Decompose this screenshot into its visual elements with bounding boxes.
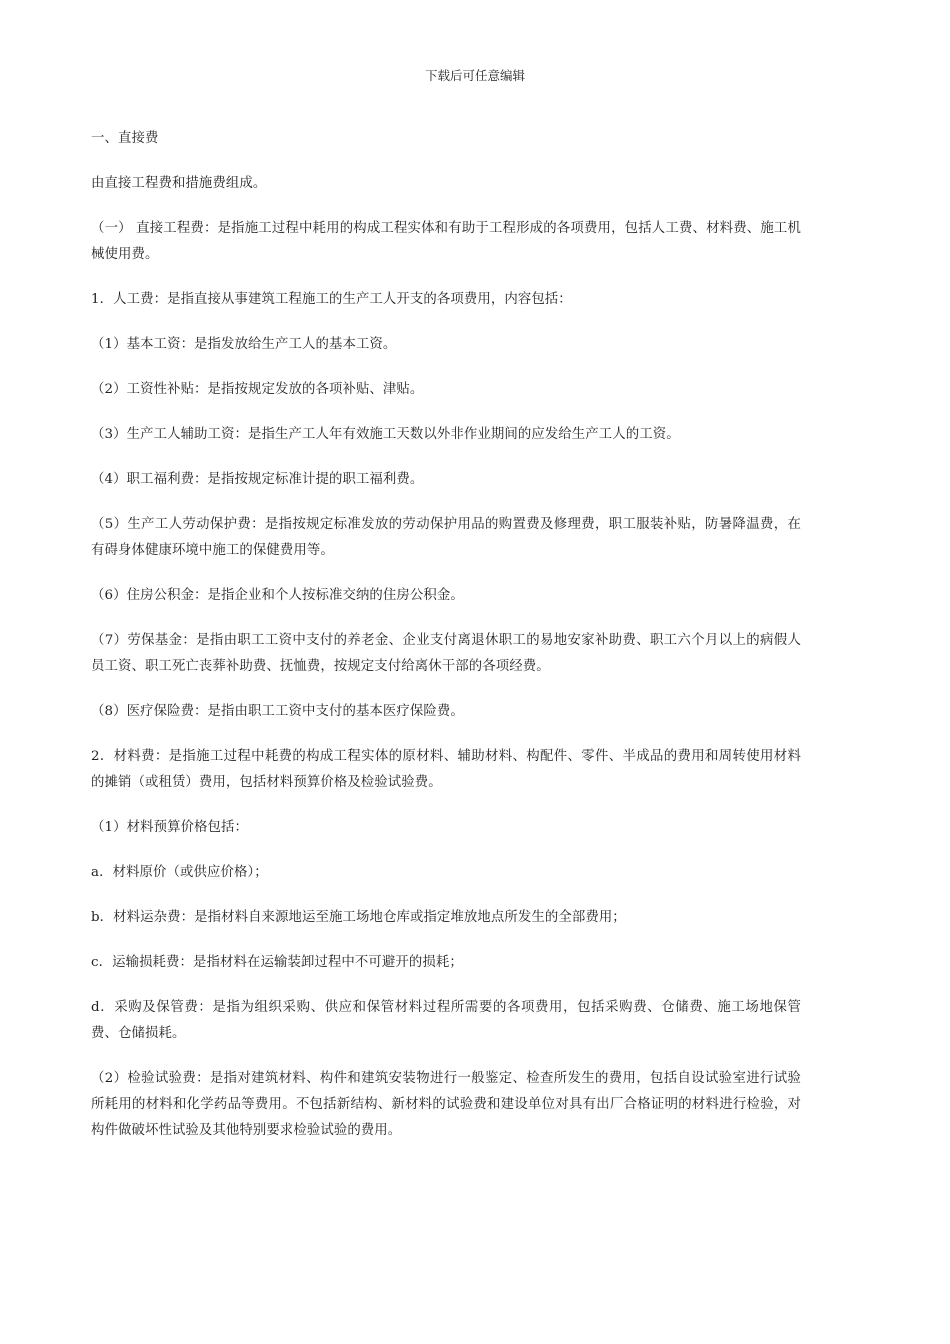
list-item-procurement-storage: d．采购及保管费：是指为组织采购、供应和保管材料过程所需要的各项费用，包括采购费、仓储费、施工场地保管费、仓储损耗。 (91, 1000, 801, 1041)
list-item-wage-subsidy: （2）工资性补贴：是指按规定发放的各项补贴、津贴。 (91, 382, 424, 397)
list-item-auxiliary-wage: （3）生产工人辅助工资：是指生产工人年有效施工天数以外非作业期间的应发给生产工人的工资。 (91, 427, 680, 442)
section-heading-direct-cost: 一、直接费 (91, 131, 159, 146)
list-item-material-budget-price: （1）材料预算价格包括： (91, 820, 249, 835)
paragraph-labor-cost: 1．人工费：是指直接从事建筑工程施工的生产工人开支的各项费用，内容包括： (91, 292, 572, 307)
list-item-labor-protection: （5）生产工人劳动保护费：是指按规定标准发放的劳动保护用品的购置费及修理费，职工服装补贴，防暑降温费，在有碍身体健康环境中施工的保健费用等。 (91, 517, 801, 558)
paragraph-composition: 由直接工程费和措施费组成。 (91, 176, 267, 191)
list-item-original-price: a．材料原价（或供应价格）； (91, 865, 268, 880)
list-item-welfare: （4）职工福利费：是指按规定标准计提的职工福利费。 (91, 472, 424, 487)
list-item-housing-fund: （6）住房公积金：是指企业和个人按标准交纳的住房公积金。 (91, 588, 464, 603)
document-body (91, 126, 801, 1163)
list-item-medical-insurance: （8）医疗保险费：是指由职工工资中支付的基本医疗保险费。 (91, 704, 464, 719)
list-item-labor-insurance: （7）劳保基金：是指由职工工资中支付的养老金、企业支付离退休职工的易地安家补助费、职工六个月以上的病假人员工资、职工死亡丧葬补助费、抚恤费，按规定支付给离休干部的各项经费。 (91, 633, 801, 674)
page-header: 下载后可任意编辑 (424, 68, 525, 83)
list-item-inspection-test: （2）检验试验费：是指对建筑材料、构件和建筑安装物进行一般鉴定、检查所发生的费用，包括自设试验室进行试验所耗用的材料和化学药品等费用。不包括新结构、新材料的试验费和建设单位对具有出厂合格证明的材料进行检验，对构件做破坏性试验及其他特别要求检验试验的费用。 (91, 1071, 801, 1138)
paragraph-direct-engineering-cost: （一） 直接工程费：是指施工过程中耗用的构成工程实体和有助于工程形成的各项费用，包括人工费、材料费、施工机械使用费。 (91, 221, 801, 262)
list-item-basic-wage: （1）基本工资：是指发放给生产工人的基本工资。 (91, 337, 397, 352)
list-item-transport-cost: b．材料运杂费：是指材料自来源地运至施工场地仓库或指定堆放地点所发生的全部费用； (91, 910, 626, 925)
list-item-transport-loss: c．运输损耗费：是指材料在运输装卸过程中不可避开的损耗； (91, 955, 463, 970)
paragraph-material-cost: 2．材料费：是指施工过程中耗费的构成工程实体的原材料、辅助材料、构配件、零件、半成品的费用和周转使用材料的摊销（或租赁）费用，包括材料预算价格及检验试验费。 (91, 749, 801, 790)
